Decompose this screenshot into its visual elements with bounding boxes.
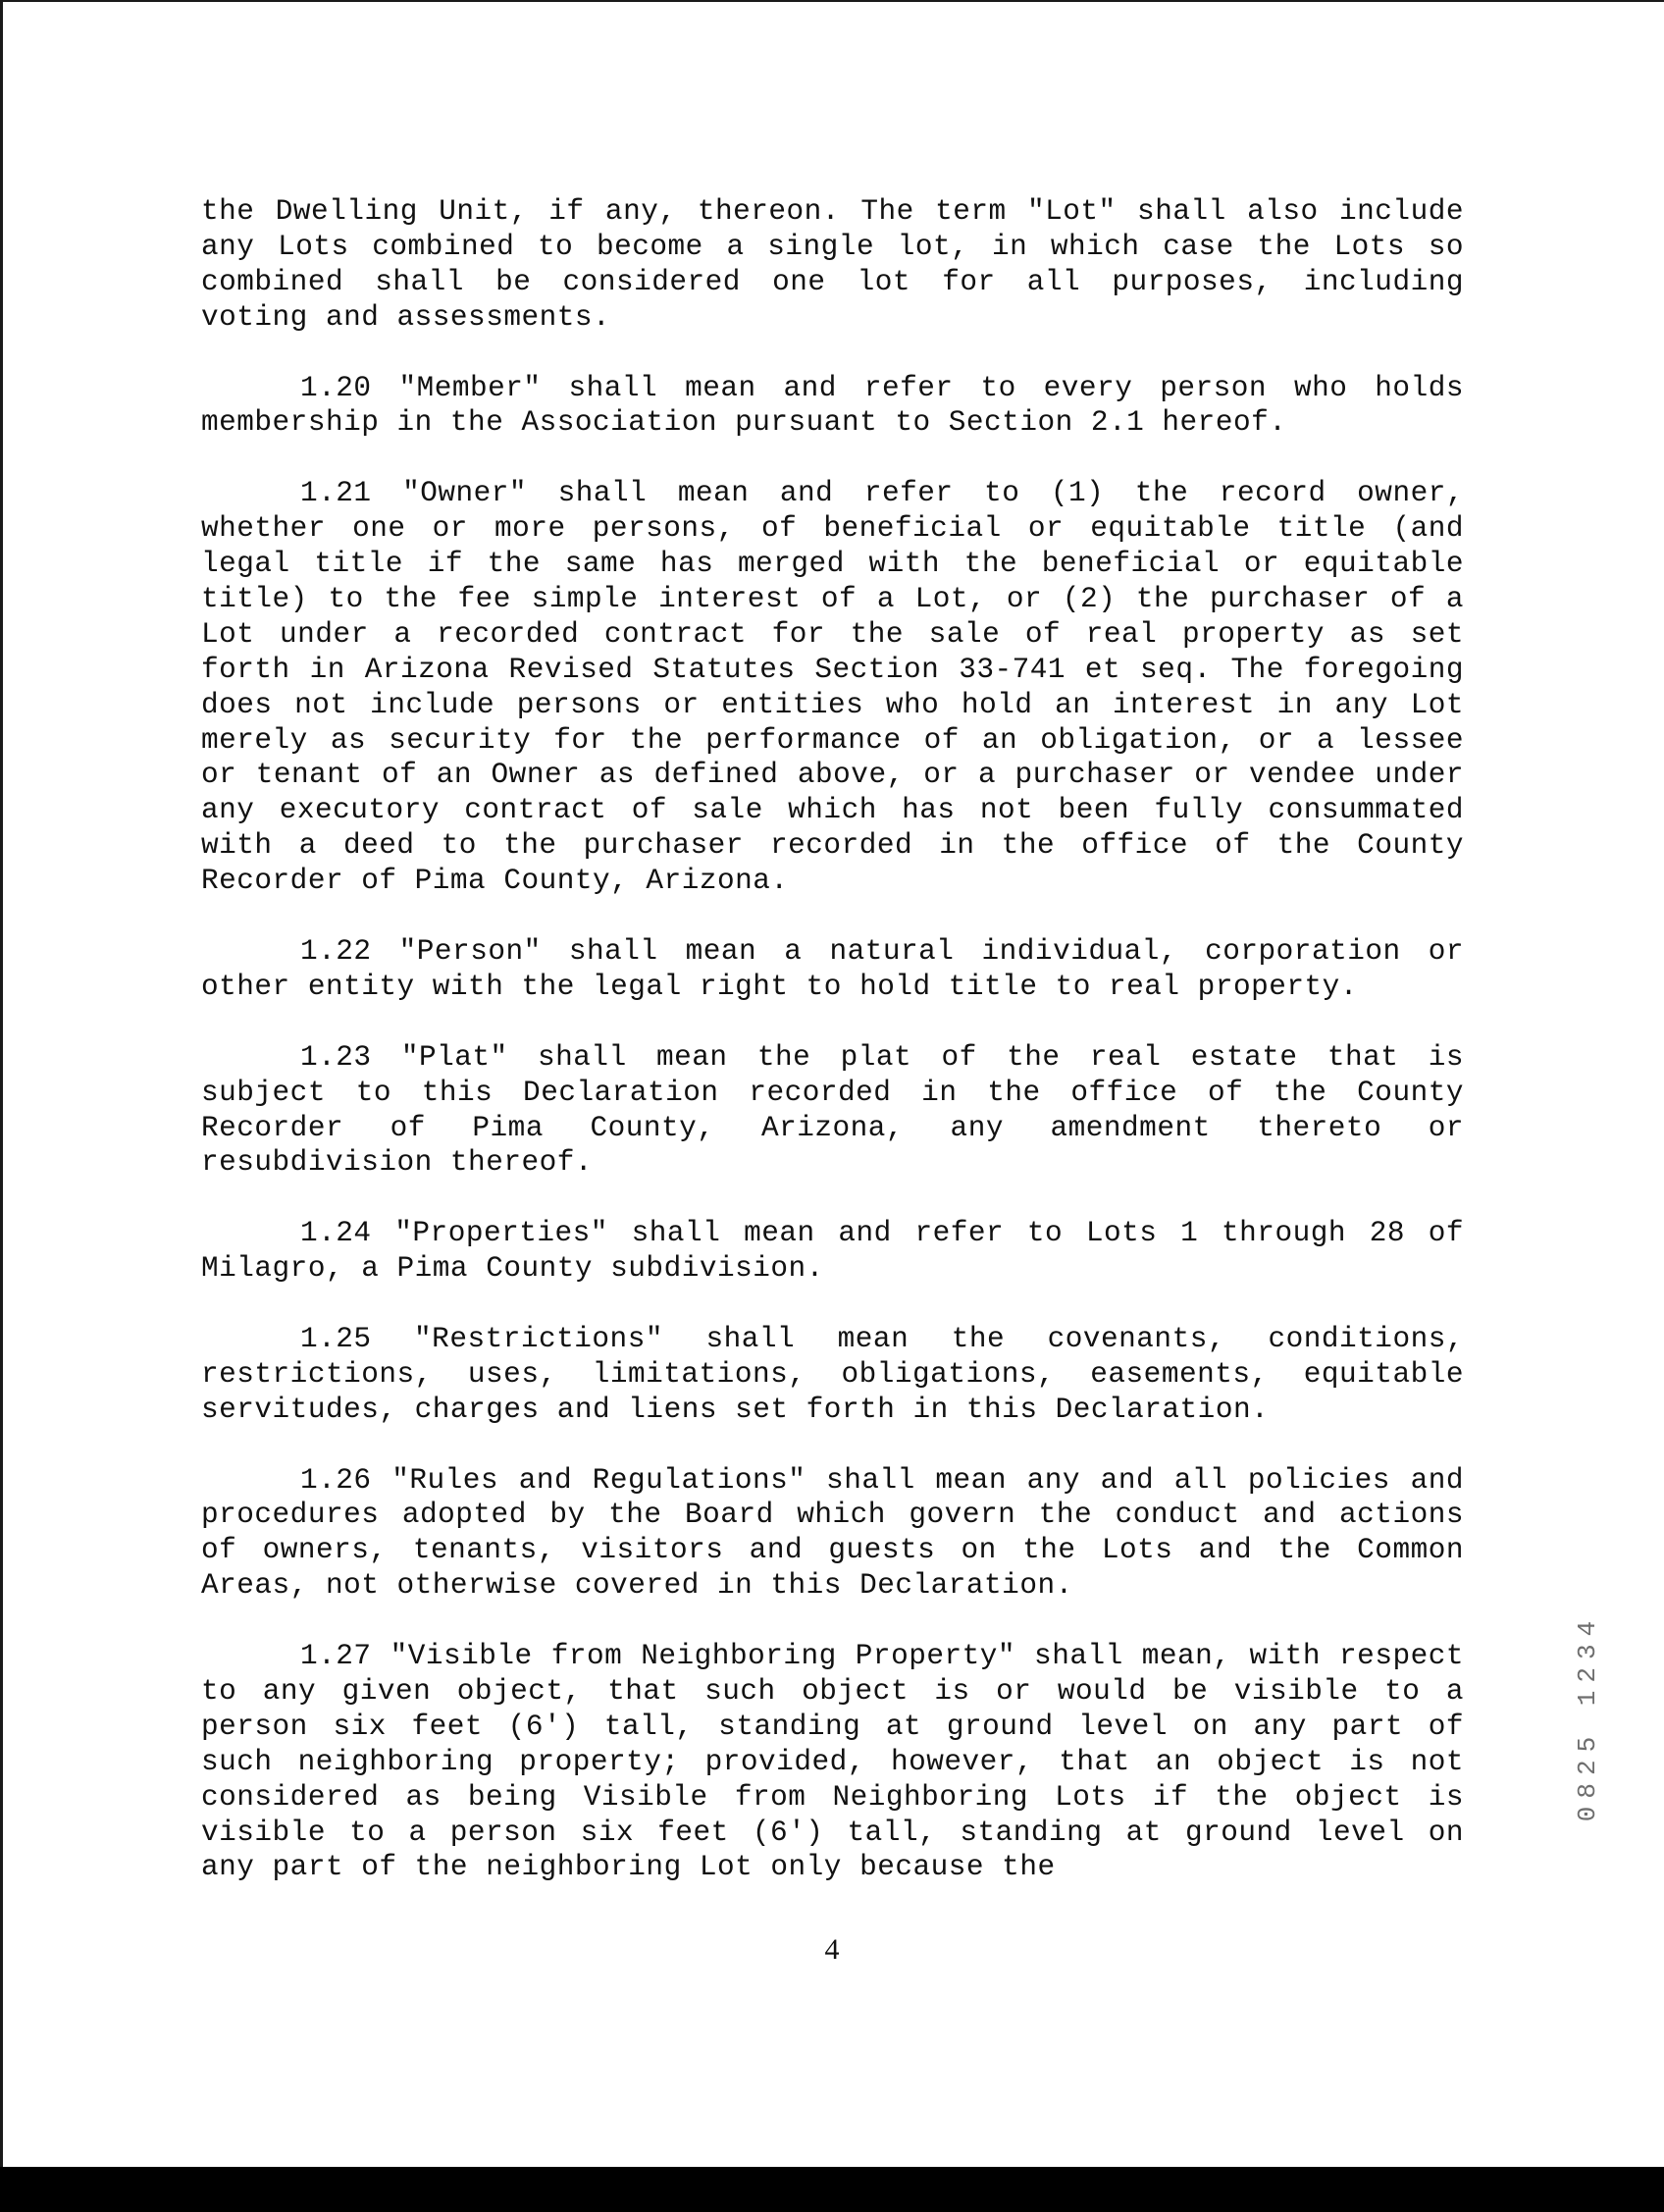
paragraph-continuation: the Dwelling Unit, if any, thereon. The term "Lot" shall also include any Lots combined to become a single lot, in which case the Lots so combined shall be considered one lot for all purposes, including voting and assessments. <box>201 195 1464 334</box>
paragraph-1-24-properties: 1.24 "Properties" shall mean and refer to Lots 1 through 28 of Milagro, a Pima County subdivision. <box>201 1217 1464 1286</box>
recording-stamp-text: 0825 1234 <box>1573 1612 1602 1822</box>
paragraph-1-25-restrictions: 1.25 "Restrictions" shall mean the covenants, conditions, restrictions, uses, limitations, obligations, easements, equitable servitudes, charges and liens set forth in this Declaration. <box>201 1322 1464 1426</box>
paragraph-1-21-owner: 1.21 "Owner" shall mean and refer to (1) the record owner, whether one or more persons, of beneficial or equitable title (and legal title if the same has merged with the beneficial or equitable title) to the fee simple interest of a Lot, or (2) the purchaser of a Lot under a recorded contract for the sale of real property as set forth in Arizona Revised Statutes Section 33-741 et seq. The foregoing does not include persons or entities who hold an interest in any Lot merely as security for the performance of an obligation, or a lessee or tenant of an Owner as defined above, or a purchaser or vendee under any executory contract of sale which has not been fully consummated with a deed to the purchaser recorded in the office of the County Recorder of Pima County, Arizona. <box>201 477 1464 898</box>
scan-bottom-edge <box>0 2167 1664 2212</box>
paragraph-1-27-visible: 1.27 "Visible from Neighboring Property" shall mean, with respect to any given object, that such object is or would be visible to a person six feet (6') tall, standing at ground level on any part of such neighboring property; provided, however, that an object is not considered as being Visible from Neighboring Lots if the object is visible to a person six feet (6') tall, standing at ground level on any part of the neighboring Lot only because the <box>201 1640 1464 1884</box>
scan-left-edge <box>0 0 3 2212</box>
recording-stamp <box>1568 1551 1607 1884</box>
paragraph-1-20-member: 1.20 "Member" shall mean and refer to every person who holds membership in the Association pursuant to Section 2.1 hereof. <box>201 371 1464 440</box>
page-number: 4 <box>824 1933 840 1966</box>
paragraph-1-26-rules: 1.26 "Rules and Regulations" shall mean any and all policies and procedures adopted by the Board which govern the conduct and actions of owners, tenants, visitors and guests on the Lots and the Common Areas, not otherwise covered in this Declaration. <box>201 1463 1464 1603</box>
document-body <box>201 194 1464 1885</box>
scan-top-edge <box>0 0 1664 2</box>
paragraph-1-23-plat: 1.23 "Plat" shall mean the plat of the real estate that is subject to this Declaration recorded in the office of the County Recorder of Pima County, Arizona, any amendment thereto or resubdivision thereof. <box>201 1040 1464 1180</box>
paragraph-1-22-person: 1.22 "Person" shall mean a natural individual, corporation or other entity with the legal right to hold title to real property. <box>201 934 1464 1003</box>
